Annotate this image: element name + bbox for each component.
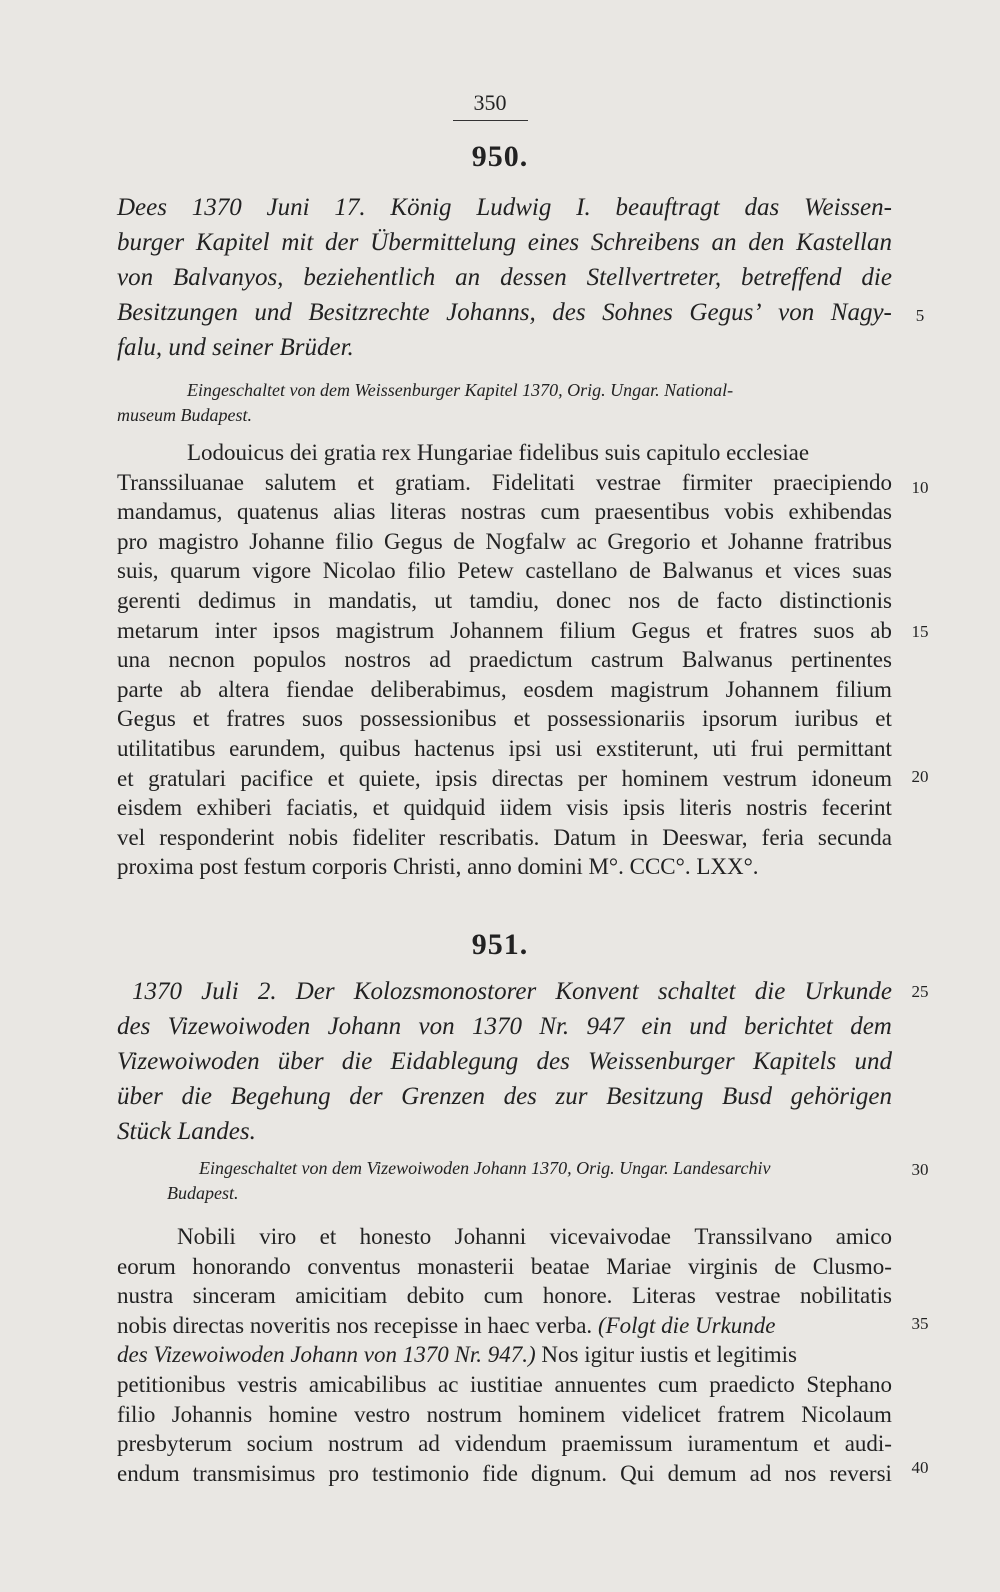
regest-line: über die Begehung der Grenzen des zur Besitzung Busd gehörigen	[117, 1083, 892, 1110]
line-number: 25	[911, 982, 929, 1001]
text-951	[117, 1222, 892, 1488]
text-950	[117, 438, 892, 882]
inline-italic: (Folgt die Urkunde	[597, 1312, 776, 1338]
text-line: Nobili viro et honesto Johanni vicevaivodae Transsilvano amico	[177, 1224, 892, 1249]
regest-951	[117, 974, 892, 1149]
inline-italic: des Vizewoiwoden Johann von 1370 Nr. 947.)	[117, 1342, 536, 1368]
text-line: Lodouicus dei gratia rex Hungariae fidelibus suis capitulo ecclesiae	[187, 440, 810, 465]
text-line: eisdem exhiberi faciatis, et quidquid iidem visis ipsis literis nostris fecerint	[117, 795, 892, 821]
text-line: proxima post festum corporis Christi, anno domini M°. CCC°. LXX°.	[117, 854, 759, 880]
line-number: 35	[911, 1314, 929, 1333]
source-note-950	[117, 378, 892, 428]
text-line: suis, quarum vigore Nicolao filio Petew castellano de Balwanus et vices suas	[117, 558, 892, 584]
page-number-rule	[453, 120, 528, 121]
regest-line: Stück Landes.	[117, 1118, 256, 1145]
source-line: Budapest.	[167, 1183, 239, 1203]
page-number: 350	[473, 90, 507, 115]
regest-line: des Vizewoiwoden Johann von 1370 Nr. 947 ein und berichtet dem	[117, 1013, 892, 1040]
line-number: 15	[911, 622, 929, 641]
text-line: Gegus et fratres suos possessionibus et possessionariis ipsorum iuribus et	[117, 706, 892, 732]
text-line: una necnon populos nostros ad praedictum castrum Balwanus pertinentes	[117, 647, 892, 673]
text-line: vel responderint nobis fideliter rescribatis. Datum in Deeswar, feria secunda	[117, 824, 892, 850]
text-line: gerenti dedimus in mandatis, ut tamdiu, donec nos de facto distinctionis	[117, 587, 892, 613]
text-line: et gratulari pacifice et quiete, ipsis directas per hominem vestrum idoneum	[117, 765, 892, 791]
text-line: eorum honorando conventus monasterii beatae Mariae virginis de Clusmo-	[117, 1253, 892, 1279]
text-line: filio Johannis homine vestro nostrum hominem videlicet fratrem Nicolaum	[117, 1401, 892, 1427]
text-segment: Nos igitur iustis et legitimis	[541, 1342, 797, 1368]
regest-line: Besitzungen und Besitzrechte Johanns, des Sohnes Gegus’ von Nagy-	[117, 299, 892, 326]
text-line: petitionibus vestris amicabilibus ac iustitiae annuentes cum praedicto Stephano	[117, 1371, 892, 1397]
text-line: Transsiluanae salutem et gratiam. Fidelitati vestrae firmiter praecipiendo	[117, 469, 892, 495]
text-line: parte ab altera fiendae deliberabimus, eosdem magistrum Johannem filium	[117, 676, 892, 702]
regest-950	[117, 190, 892, 365]
text-line: pro magistro Johanne filio Gegus de Nogfalw ac Gregorio et Johanne fratribus	[117, 528, 892, 554]
line-number: 30	[911, 1160, 929, 1179]
regest-line: Vizewoiwoden über die Eidablegung des Weissenburger Kapitels und	[117, 1048, 892, 1075]
text-line: metarum inter ipsos magistrum Johannem filium Gegus et fratres suos ab	[117, 617, 892, 643]
text-line	[117, 1340, 892, 1370]
document-number-950: 950.	[471, 140, 529, 173]
text-segment: nobis directas noveritis nos recepisse in haec verba.	[117, 1312, 593, 1338]
line-number: 5	[915, 306, 925, 325]
regest-line: falu, und seiner Brüder.	[117, 334, 354, 361]
regest-line: Dees 1370 Juni 17. König Ludwig I. beauftragt das Weissen-	[117, 194, 892, 221]
text-line: endum transmisimus pro testimonio fide dignum. Qui demum ad nos reversi	[117, 1460, 892, 1486]
text-line: nustra sinceram amicitiam debito cum honore. Literas vestrae nobilitatis	[117, 1283, 892, 1309]
line-number: 40	[911, 1458, 929, 1477]
source-line: Eingeschaltet von dem Vizewoiwoden Johann 1370, Orig. Ungar. Landesarchiv	[199, 1158, 771, 1178]
text-line: presbyterum socium nostrum ad videndum praemissum iuramentum et audi-	[117, 1431, 892, 1457]
document-number-951: 951.	[471, 928, 529, 961]
regest-line: 1370 Juli 2. Der Kolozsmonostorer Konvent schaltet die Urkunde	[132, 978, 892, 1005]
source-line: Eingeschaltet von dem Weissenburger Kapitel 1370, Orig. Ungar. National-	[187, 380, 734, 400]
line-number: 10	[911, 478, 929, 497]
line-number: 20	[911, 767, 929, 786]
regest-line: burger Kapitel mit der Übermittelung eines Schreibens an den Kastellan	[117, 229, 892, 256]
source-line: museum Budapest.	[117, 405, 252, 425]
source-note-951	[117, 1156, 892, 1206]
text-line: mandamus, quatenus alias literas nostras cum praesentibus vobis exhibendas	[117, 499, 892, 525]
text-line: utilitatibus earundem, quibus hactenus ipsi usi exstiterunt, uti frui permittant	[117, 735, 892, 761]
regest-line: von Balvanyos, beziehentlich an dessen Stellvertreter, betreffend die	[117, 264, 892, 291]
text-line	[117, 1311, 892, 1341]
